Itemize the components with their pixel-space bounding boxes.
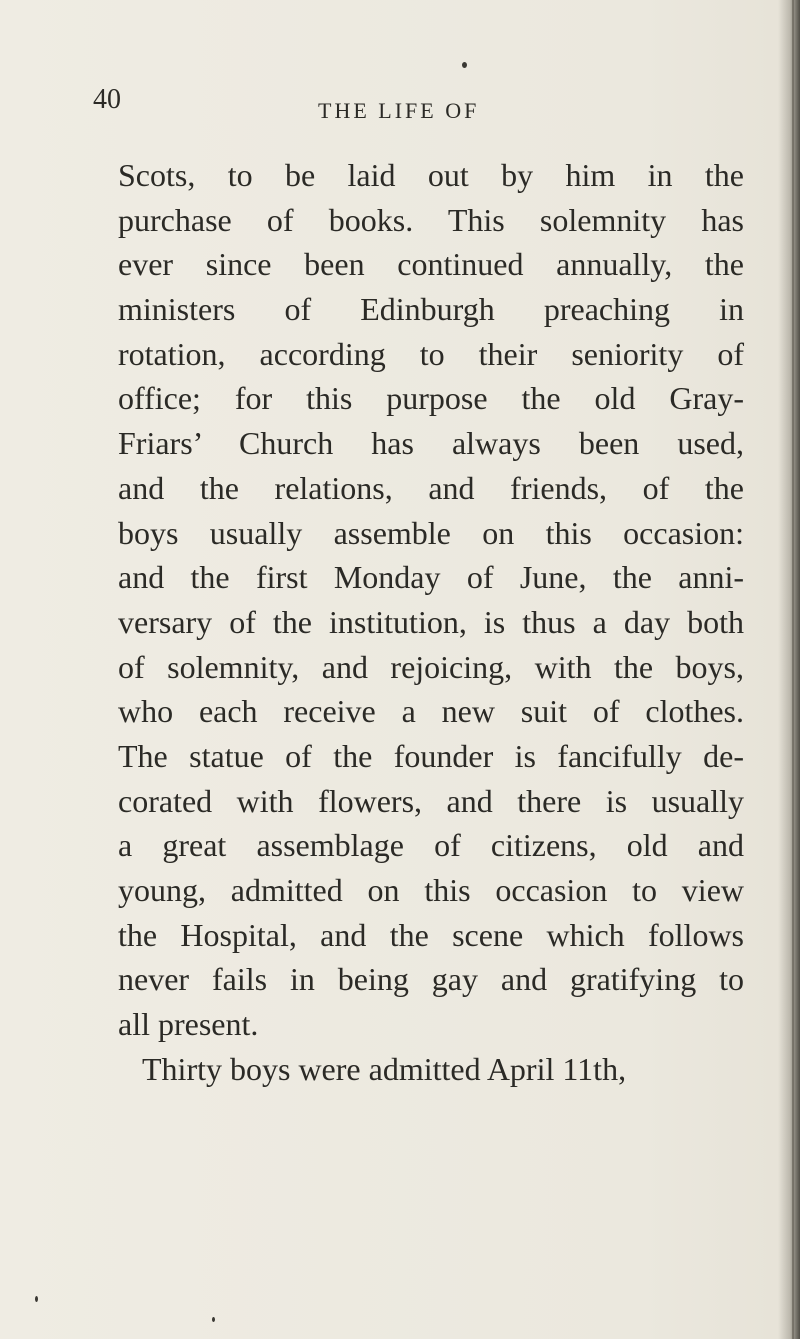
ink-speck bbox=[35, 1296, 38, 1302]
text-line: Scots, to be laid out by him in the bbox=[118, 157, 744, 193]
text-line: ministers of Edinburgh preaching in bbox=[118, 291, 744, 328]
text-line: rotation, according to their seniority of bbox=[118, 335, 744, 372]
body-text bbox=[118, 153, 744, 1091]
binding-edge bbox=[792, 0, 794, 1339]
text-line: The statue of the founder is fancifully de- bbox=[118, 737, 744, 774]
text-line: never fails in being gay and gratifying to bbox=[118, 961, 744, 998]
ink-speck bbox=[462, 62, 467, 68]
page-number: 40 bbox=[93, 84, 121, 115]
text-line: Thirty boys were admitted April 11th, bbox=[142, 1050, 627, 1087]
text-line: young, admitted on this occasion to view bbox=[118, 872, 744, 908]
running-title: THE LIFE OF bbox=[318, 98, 480, 123]
text-line: and the first Monday of June, the anni- bbox=[118, 559, 744, 596]
text-line: versary of the institution, is thus a day both bbox=[118, 603, 744, 640]
text-line: the Hospital, and the scene which follows bbox=[118, 916, 744, 953]
text-line: ever since been continued annually, the bbox=[118, 246, 744, 283]
text-line: boys usually assemble on this occasion: bbox=[118, 514, 744, 551]
page-edge-shadow bbox=[778, 0, 800, 1339]
text-line: and the relations, and friends, of the bbox=[118, 469, 744, 506]
text-line: all present. bbox=[118, 1006, 259, 1043]
text-line: Friars’ Church has always been used, bbox=[118, 425, 744, 462]
text-line: purchase of books. This solemnity has bbox=[118, 201, 744, 238]
text-line: office; for this purpose the old Gray- bbox=[118, 380, 744, 417]
text-line: of solemnity, and rejoicing, with the boys, bbox=[118, 648, 744, 685]
text-line: who each receive a new suit of clothes. bbox=[118, 693, 744, 730]
text-line: a great assemblage of citizens, old and bbox=[118, 827, 744, 864]
text-line: corated with flowers, and there is usually bbox=[118, 782, 744, 819]
ink-speck bbox=[212, 1317, 215, 1322]
